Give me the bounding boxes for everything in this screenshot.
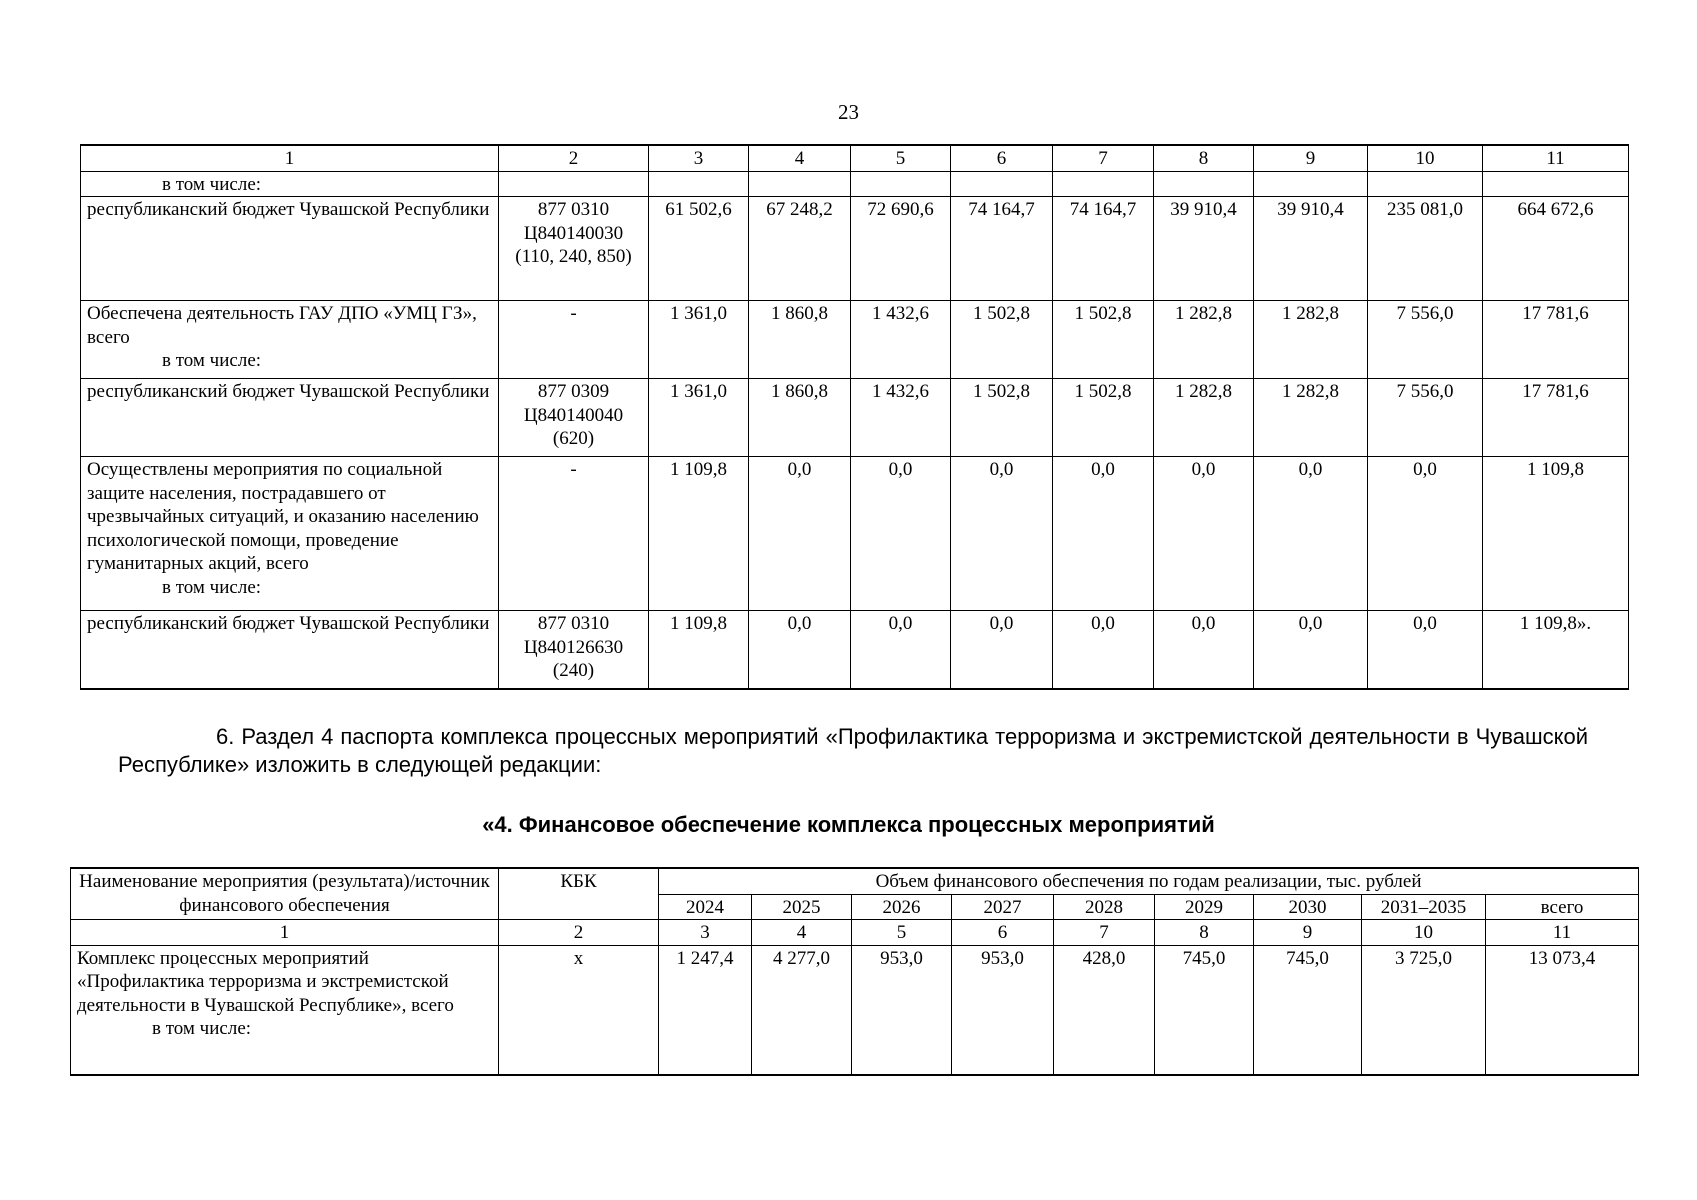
col-number: 2 [499, 920, 659, 946]
value-cell: 1 361,0 [649, 379, 749, 457]
value-cell: 1 502,8 [1053, 379, 1154, 457]
value-cell: 953,0 [852, 945, 952, 1075]
value-cell: 0,0 [851, 457, 951, 611]
table-row [71, 945, 1639, 1075]
value-cell: 953,0 [952, 945, 1054, 1075]
value-cell: 7 556,0 [1368, 301, 1483, 379]
col-name-header: Наименование мероприятия (результата)/источник финансового обеспечения [71, 868, 499, 920]
value-cell: 0,0 [1368, 457, 1483, 611]
col-number: 11 [1483, 145, 1629, 171]
header-row [71, 868, 1639, 894]
col-number: 8 [1154, 145, 1254, 171]
row-name [81, 457, 499, 611]
page-number: 23 [838, 100, 859, 124]
value-cell: 39 910,4 [1254, 197, 1368, 301]
value-cell: 1 361,0 [649, 301, 749, 379]
value-cell: 0,0 [1053, 611, 1154, 689]
value-cell: 1 860,8 [749, 301, 851, 379]
row-name: республиканский бюджет Чувашской Республики [81, 611, 499, 689]
value-cell: 0,0 [1368, 611, 1483, 689]
col-number: 10 [1368, 145, 1483, 171]
value-cell: 1 109,8». [1483, 611, 1629, 689]
value-cell: 39 910,4 [1154, 197, 1254, 301]
value-cell: 745,0 [1254, 945, 1362, 1075]
table-row [81, 171, 1629, 197]
col-number: 3 [659, 920, 752, 946]
year-header: 2026 [852, 894, 952, 920]
value-cell: 664 672,6 [1483, 197, 1629, 301]
column-number-row [71, 920, 1639, 946]
row-name [71, 945, 499, 1075]
value-cell: 1 502,8 [1053, 301, 1154, 379]
value-cell: 1 282,8 [1254, 379, 1368, 457]
value-cell: 13 073,4 [1486, 945, 1639, 1075]
value-cell: 1 860,8 [749, 379, 851, 457]
value-cell: 0,0 [749, 457, 851, 611]
table-row [81, 457, 1629, 611]
kbk-cell: 877 0309 Ц840140040 (620) [499, 379, 649, 457]
value-cell: 235 081,0 [1368, 197, 1483, 301]
kbk-cell: - [499, 457, 649, 611]
total-header: всего [1486, 894, 1639, 920]
kbk-cell: - [499, 301, 649, 379]
row-name [81, 171, 499, 197]
year-header: 2031–2035 [1362, 894, 1486, 920]
value-cell: 0,0 [951, 611, 1053, 689]
value-cell: 0,0 [1053, 457, 1154, 611]
value-cell: 1 432,6 [851, 301, 951, 379]
value-cell: 0,0 [1254, 457, 1368, 611]
col-number: 4 [752, 920, 852, 946]
value-cell: 7 556,0 [1368, 379, 1483, 457]
value-cell: 3 725,0 [1362, 945, 1486, 1075]
value-cell: 1 109,8 [649, 457, 749, 611]
col-number: 6 [952, 920, 1054, 946]
section-title: «4. Финансовое обеспечение комплекса процессных мероприятий [482, 812, 1215, 837]
value-cell: 428,0 [1054, 945, 1155, 1075]
value-cell: 1 247,4 [659, 945, 752, 1075]
including-label: в том числе: [162, 173, 262, 195]
row-name-text: Комплекс процессных мероприятий «Профилактика терроризма и экстремистской деятельности в Чувашской Республике», всего [77, 947, 454, 1016]
table-row [81, 197, 1629, 301]
value-cell: 1 432,6 [851, 379, 951, 457]
col-number: 9 [1254, 920, 1362, 946]
col-number: 5 [851, 145, 951, 171]
col-number: 7 [1053, 145, 1154, 171]
kbk-cell: x [499, 945, 659, 1075]
value-cell: 17 781,6 [1483, 301, 1629, 379]
kbk-cell: 877 0310 Ц840140030 (110, 240, 850) [499, 197, 649, 301]
column-number-row [81, 145, 1629, 171]
including-label: в том числе: [152, 1018, 252, 1039]
including-label: в том числе: [162, 576, 262, 598]
col-number: 4 [749, 145, 851, 171]
funding-table-section-4 [70, 867, 1639, 1076]
value-cell: 1 282,8 [1254, 301, 1368, 379]
year-header: 2028 [1054, 894, 1155, 920]
col-number: 6 [951, 145, 1053, 171]
col-number: 8 [1155, 920, 1254, 946]
col-number: 10 [1362, 920, 1486, 946]
col-number: 2 [499, 145, 649, 171]
value-cell: 1 109,8 [1483, 457, 1629, 611]
value-cell: 1 109,8 [649, 611, 749, 689]
value-cell: 745,0 [1155, 945, 1254, 1075]
value-cell: 1 282,8 [1154, 379, 1254, 457]
amendment-paragraph: 6. Раздел 4 паспорта комплекса процессных мероприятий «Профилактика терроризма и экстремистской деятельности в Чувашской Республике» изложить в следующей редакции: [118, 724, 1588, 777]
value-cell: 0,0 [1254, 611, 1368, 689]
value-cell: 4 277,0 [752, 945, 852, 1075]
value-cell: 61 502,6 [649, 197, 749, 301]
row-name [81, 301, 499, 379]
value-cell: 0,0 [1154, 611, 1254, 689]
including-label: в том числе: [162, 350, 262, 371]
year-header: 2029 [1155, 894, 1254, 920]
row-name-text: Обеспечена деятельность ГАУ ДПО «УМЦ ГЗ», всего [87, 303, 477, 348]
value-cell: 74 164,7 [1053, 197, 1154, 301]
table-row [81, 301, 1629, 379]
year-header: 2024 [659, 894, 752, 920]
row-name-text: Осуществлены мероприятия по социальной защите населения, пострадавшего от чрезвычайных ситуаций, и оказанию населению психологической помощи, проведение гуманитарных акций, всего [87, 459, 479, 574]
funding-table-continued [80, 144, 1629, 690]
value-cell: 0,0 [951, 457, 1053, 611]
col-number: 11 [1486, 920, 1639, 946]
col-number: 9 [1254, 145, 1368, 171]
col-number: 1 [71, 920, 499, 946]
value-cell: 0,0 [1154, 457, 1254, 611]
value-cell: 0,0 [851, 611, 951, 689]
value-cell: 67 248,2 [749, 197, 851, 301]
row-name: республиканский бюджет Чувашской Республики [81, 379, 499, 457]
value-cell: 74 164,7 [951, 197, 1053, 301]
value-cell: 0,0 [749, 611, 851, 689]
col-number: 5 [852, 920, 952, 946]
table-row [81, 379, 1629, 457]
value-cell: 72 690,6 [851, 197, 951, 301]
kbk-cell: 877 0310 Ц840126630 (240) [499, 611, 649, 689]
year-header: 2030 [1254, 894, 1362, 920]
table-row [81, 611, 1629, 689]
value-cell: 1 502,8 [951, 301, 1053, 379]
value-cell: 17 781,6 [1483, 379, 1629, 457]
col-kbk-header: КБК [499, 868, 659, 920]
year-header: 2027 [952, 894, 1054, 920]
value-cell: 1 502,8 [951, 379, 1053, 457]
year-header: 2025 [752, 894, 852, 920]
col-number: 1 [81, 145, 499, 171]
col-number: 7 [1054, 920, 1155, 946]
value-cell: 1 282,8 [1154, 301, 1254, 379]
col-number: 3 [649, 145, 749, 171]
volume-header: Объем финансового обеспечения по годам реализации, тыс. рублей [659, 868, 1639, 894]
row-name: республиканский бюджет Чувашской Республики [81, 197, 499, 301]
